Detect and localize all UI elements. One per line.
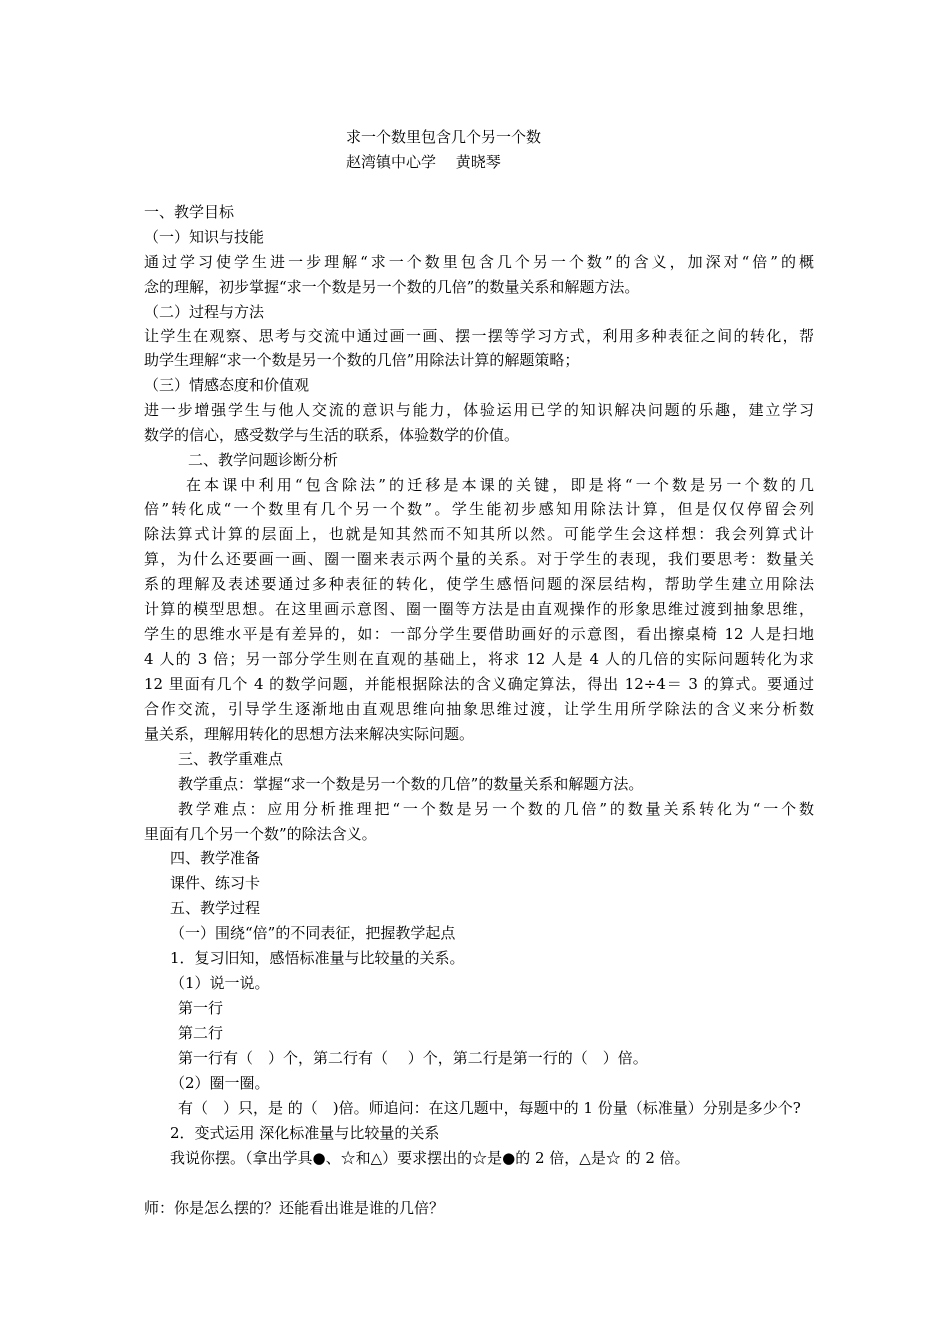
- paragraph-line: 念的理解，初步掌握“求一个数是另一个数的几倍”的数量关系和解题方法。: [144, 278, 640, 296]
- paragraph-line: 让学生在观察、思考与交流中通过画一画、摆一摆等学习方式，利用多种表征之间的转化，帮: [144, 327, 814, 345]
- paragraph-line: 算，为什么还要画一画、圈一圈来表示两个量的关系。对于学生的表现，我们要思考：数量关: [144, 550, 814, 568]
- subsection-heading: （一）知识与技能: [144, 228, 265, 246]
- subsection-heading: （一）围绕“倍”的不同表征，把握教学起点: [170, 924, 456, 942]
- doc-title: 求一个数里包含几个另一个数: [346, 128, 542, 146]
- paragraph-line: 进一步增强学生与他人交流的意识与能力，体验运用已学的知识解决问题的乐趣，建立学习: [144, 401, 814, 419]
- paragraph-line: 2．变式运用 深化标准量与比较量的关系: [170, 1124, 440, 1142]
- paragraph-line: 课件、练习卡: [170, 874, 261, 892]
- section-heading: 四、教学准备: [170, 849, 261, 867]
- paragraph-line: 第二行: [178, 1024, 224, 1042]
- paragraph-line: 第一行有（ ）个，第二行有（ ）个，第二行是第一行的（ ）倍。: [178, 1049, 648, 1067]
- section-heading: 一、教学目标: [144, 203, 235, 221]
- paragraph-line: 教学难点：应用分析推理把“一个数是另一个数的几倍”的数量关系转化为“一个数: [178, 800, 814, 818]
- paragraph-line: 量关系，理解用转化的思想方法来解决实际问题。: [144, 725, 475, 743]
- paragraph-line: 合作交流，引导学生逐渐地由直观思维向抽象思维过渡，让学生用所学除法的含义来分析数: [144, 700, 814, 718]
- paragraph-line: 通过学习使学生进一步理解“求一个数里包含几个另一个数”的含义，加深对“倍”的概: [144, 253, 814, 271]
- paragraph-line: 1．复习旧知，感悟标准量与比较量的关系。: [170, 949, 465, 967]
- section-heading: 五、教学过程: [170, 899, 261, 917]
- subsection-heading: （二）过程与方法: [144, 303, 265, 321]
- paragraph-line: 4 人的 3 倍；另一部分学生则在直观的基础上，将求 12 人是 4 人的几倍的实际问题转化为求: [144, 650, 814, 668]
- paragraph-line: 教学重点：掌握“求一个数是另一个数的几倍”的数量关系和解题方法。: [178, 775, 644, 793]
- paragraph-line: 倍”转化成“一个数里有几个另一个数”。学生能初步感知用除法计算，但是仅仅停留会列: [144, 500, 814, 518]
- paragraph-line: 我说你摆。（拿出学具●、☆和△）要求摆出的☆是●的 2 倍，△是☆ 的 2 倍。: [170, 1149, 690, 1167]
- paragraph-line: 12 里面有几个 4 的数学问题，并能根据除法的含义确定算法，得出 12÷4＝ 3 的算式。要通过: [144, 675, 814, 693]
- paragraph-line: （1）说一说。: [170, 974, 270, 992]
- paragraph-line: 师：你是怎么摆的？还能看出谁是谁的几倍？: [144, 1199, 445, 1217]
- paragraph-line: 助学生理解“求一个数是另一个数的几倍”用除法计算的解题策略；: [144, 351, 580, 369]
- paragraph-line: 在本课中利用“包含除法”的迁移是本课的关键，即是将“一个数是另一个数的几: [186, 476, 814, 494]
- paragraph-line: 第一行: [178, 999, 224, 1017]
- paragraph-line: 学生的思维水平是有差异的，如：一部分学生要借助画好的示意图，看出擦桌椅 12 人是扫地: [144, 625, 814, 643]
- paragraph-line: 数学的信心，感受数学与生活的联系，体验数学的价值。: [144, 426, 520, 444]
- paragraph-line: 系的理解及表述要通过多种表征的转化，使学生感悟问题的深层结构，帮助学生建立用除法: [144, 575, 814, 593]
- subsection-heading: （三）情感态度和价值观: [144, 376, 310, 394]
- paragraph-line: 除法算式计算的层面上，也就是知其然而不知其所以然。可能学生会这样想：我会列算式计: [144, 525, 814, 543]
- author-line: 赵湾镇中心学 黄晓琴: [346, 153, 501, 171]
- paragraph-line: 有（ ）只，是 的（ )倍。师追问：在这几题中，每题中的 1 份量（标准量）分别是多少个?: [178, 1099, 801, 1117]
- paragraph-line: （2）圈一圈。: [170, 1074, 270, 1092]
- section-heading: 二、教学问题诊断分析: [188, 451, 339, 469]
- section-heading: 三、教学重难点: [178, 750, 284, 768]
- paragraph-line: 里面有几个另一个数”的除法含义。: [144, 825, 377, 843]
- paragraph-line: 计算的模型思想。在这里画示意图、圈一圈等方法是由直观操作的形象思维过渡到抽象思维，: [144, 600, 814, 618]
